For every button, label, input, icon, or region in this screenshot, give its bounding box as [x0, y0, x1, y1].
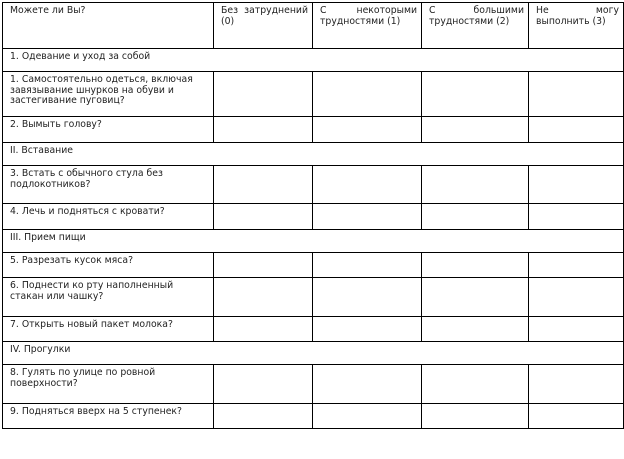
answer-cell-0[interactable] [214, 365, 313, 404]
answer-cell-1[interactable] [313, 166, 422, 204]
header-option-some: С некоторыми трудностями (1) [313, 3, 422, 49]
question-row [3, 72, 624, 117]
answer-cell-1[interactable] [313, 117, 422, 143]
header-question: Можете ли Вы? [3, 3, 214, 49]
answer-cell-1[interactable] [313, 204, 422, 230]
answer-cell-3[interactable] [529, 317, 624, 342]
question-text: 8. Гулять по улице по ровной поверхности? [3, 365, 214, 404]
question-row [3, 404, 624, 429]
answer-cell-0[interactable] [214, 166, 313, 204]
question-row [3, 278, 624, 317]
header-option-unable: Не могу выполнить (3) [529, 3, 624, 49]
answer-cell-3[interactable] [529, 117, 624, 143]
question-row [3, 204, 624, 230]
answer-cell-1[interactable] [313, 404, 422, 429]
answer-cell-0[interactable] [214, 204, 313, 230]
section-row-eating [3, 230, 624, 253]
question-row [3, 166, 624, 204]
header-row [3, 3, 624, 49]
answer-cell-2[interactable] [422, 253, 529, 278]
section-row-walking [3, 342, 624, 365]
question-text: 2. Вымыть голову? [3, 117, 214, 143]
question-text: 3. Встать с обычного стула без подлокотников? [3, 166, 214, 204]
answer-cell-0[interactable] [214, 317, 313, 342]
answer-cell-2[interactable] [422, 278, 529, 317]
answer-cell-1[interactable] [313, 365, 422, 404]
answer-cell-2[interactable] [422, 117, 529, 143]
answer-cell-3[interactable] [529, 166, 624, 204]
question-row [3, 317, 624, 342]
answer-cell-1[interactable] [313, 278, 422, 317]
answer-cell-3[interactable] [529, 404, 624, 429]
section-row-standing [3, 143, 624, 166]
question-row [3, 253, 624, 278]
answer-cell-2[interactable] [422, 72, 529, 117]
section-title: 1. Одевание и уход за собой [3, 49, 624, 72]
questionnaire-table [2, 2, 624, 429]
answer-cell-1[interactable] [313, 317, 422, 342]
answer-cell-2[interactable] [422, 204, 529, 230]
question-text: 6. Поднести ко рту наполненный стакан или чашку? [3, 278, 214, 317]
answer-cell-3[interactable] [529, 365, 624, 404]
question-row [3, 365, 624, 404]
section-title: II. Вставание [3, 143, 624, 166]
section-title: III. Прием пищи [3, 230, 624, 253]
question-text: 9. Подняться вверх на 5 ступенек? [3, 404, 214, 429]
section-row-dressing [3, 49, 624, 72]
section-title: IV. Прогулки [3, 342, 624, 365]
question-text: 5. Разрезать кусок мяса? [3, 253, 214, 278]
answer-cell-3[interactable] [529, 253, 624, 278]
header-option-much: С большими трудностями (2) [422, 3, 529, 49]
answer-cell-2[interactable] [422, 365, 529, 404]
answer-cell-0[interactable] [214, 117, 313, 143]
question-text: 4. Лечь и подняться с кровати? [3, 204, 214, 230]
answer-cell-0[interactable] [214, 404, 313, 429]
question-text: 1. Самостоятельно одеться, включая завязывание шнурков на обуви и застегивание пуговиц? [3, 72, 214, 117]
answer-cell-2[interactable] [422, 166, 529, 204]
answer-cell-0[interactable] [214, 278, 313, 317]
answer-cell-0[interactable] [214, 72, 313, 117]
answer-cell-3[interactable] [529, 72, 624, 117]
question-text: 7. Открыть новый пакет молока? [3, 317, 214, 342]
answer-cell-3[interactable] [529, 204, 624, 230]
header-option-none: Без затруднений (0) [214, 3, 313, 49]
answer-cell-0[interactable] [214, 253, 313, 278]
answer-cell-2[interactable] [422, 317, 529, 342]
answer-cell-1[interactable] [313, 253, 422, 278]
answer-cell-3[interactable] [529, 278, 624, 317]
answer-cell-1[interactable] [313, 72, 422, 117]
question-row [3, 117, 624, 143]
answer-cell-2[interactable] [422, 404, 529, 429]
